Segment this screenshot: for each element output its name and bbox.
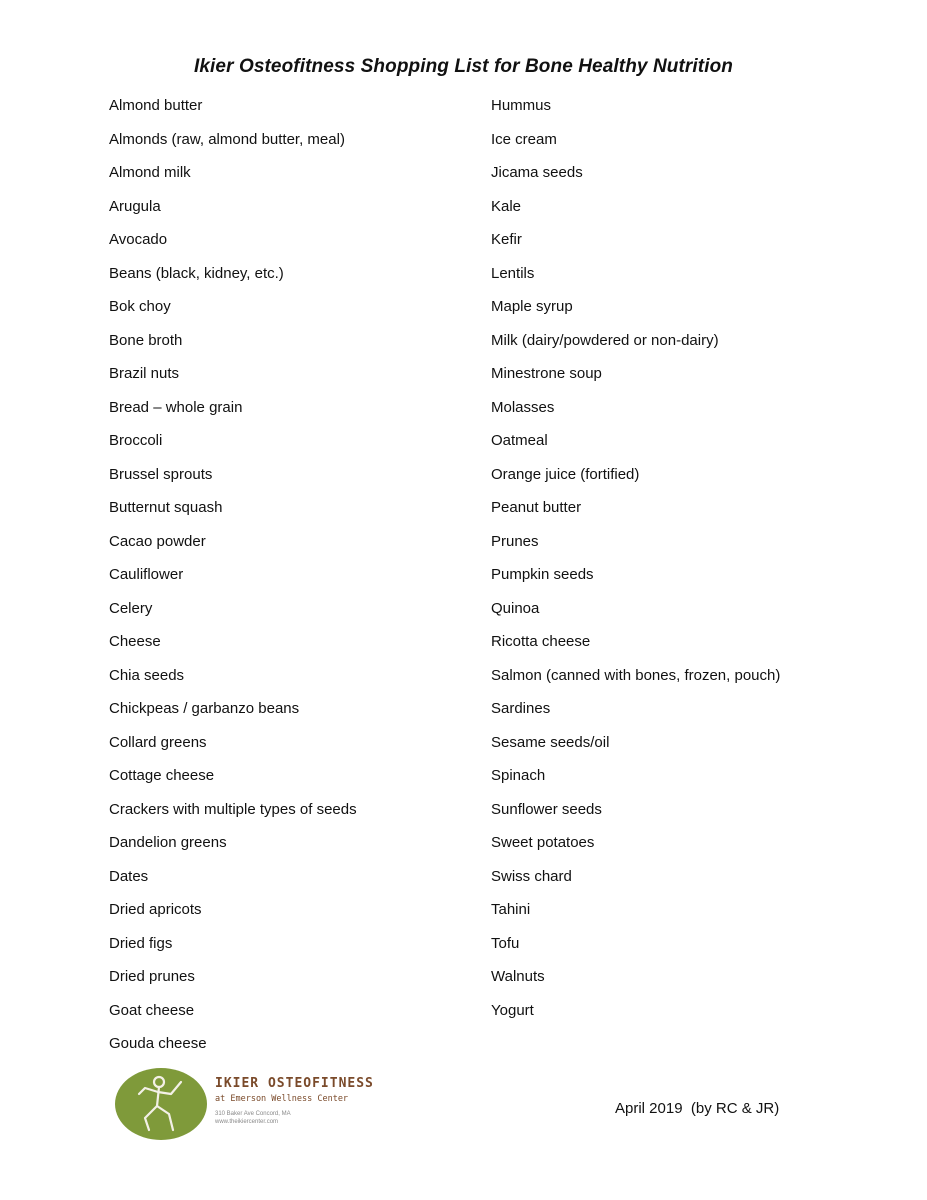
list-item: Almond milk bbox=[109, 164, 191, 181]
list-item: Chia seeds bbox=[109, 666, 185, 684]
list-item: Butternut squash bbox=[109, 499, 223, 516]
list-item: Orange juice (fortified) bbox=[491, 465, 640, 483]
list-item: Quinoa bbox=[491, 599, 540, 617]
footer-date: April 2019 (by RC & JR) bbox=[615, 1100, 780, 1117]
list-item: Dried apricots bbox=[109, 901, 202, 918]
list-item: Molasses bbox=[491, 398, 555, 416]
page-title: Ikier Osteofitness Shopping List for Bone Healthy Nutrition bbox=[194, 56, 733, 77]
list-item: Beans (black, kidney, etc.) bbox=[109, 264, 284, 282]
list-item: Ice cream bbox=[491, 130, 557, 148]
list-item: Arugula bbox=[109, 197, 161, 215]
logo-website: www.theikiercenter.com bbox=[215, 1119, 279, 1125]
list-item: Lentils bbox=[491, 264, 535, 282]
list-item: Swiss chard bbox=[491, 867, 572, 885]
list-item: Minestrone soup bbox=[491, 365, 602, 382]
logo-circle bbox=[115, 1068, 207, 1140]
list-item: Bread – whole grain bbox=[109, 398, 243, 416]
list-item: Goat cheese bbox=[109, 1001, 195, 1019]
list-item: Crackers with multiple types of seeds bbox=[109, 800, 357, 818]
list-item: Peanut butter bbox=[491, 499, 582, 516]
list-item: Broccoli bbox=[109, 432, 163, 449]
list-item: Cacao powder bbox=[109, 532, 206, 550]
list-item: Collard greens bbox=[109, 733, 207, 751]
list-item: Oatmeal bbox=[491, 432, 548, 449]
shopping-list-right-column bbox=[491, 94, 780, 1032]
list-item: Cheese bbox=[109, 633, 161, 650]
running-figure-icon bbox=[115, 1068, 207, 1140]
list-item: Celery bbox=[109, 599, 153, 617]
list-item: Prunes bbox=[491, 532, 539, 550]
list-item: Cottage cheese bbox=[109, 767, 215, 784]
logo-name: IKIER OSTEOFITNESS bbox=[215, 1076, 374, 1091]
list-item: Sardines bbox=[491, 700, 551, 717]
list-item: Brussel sprouts bbox=[109, 465, 213, 483]
list-item: Spinach bbox=[491, 767, 546, 784]
list-item: Dates bbox=[109, 867, 149, 885]
list-item: Almonds (raw, almond butter, meal) bbox=[109, 130, 345, 148]
list-item: Jicama seeds bbox=[491, 164, 583, 181]
list-item: Almond butter bbox=[109, 97, 203, 114]
list-item: Hummus bbox=[491, 97, 552, 114]
ikier-osteofitness-logo bbox=[115, 1068, 415, 1140]
list-item: Pumpkin seeds bbox=[491, 566, 594, 583]
shopping-list-left-column bbox=[109, 94, 357, 1066]
list-item: Dandelion greens bbox=[109, 834, 227, 851]
list-item: Maple syrup bbox=[491, 298, 573, 315]
list-item: Avocado bbox=[109, 231, 168, 248]
logo-address: 310 Baker Ave Concord, MA bbox=[215, 1111, 291, 1117]
list-item: Dried figs bbox=[109, 934, 173, 952]
list-item: Sunflower seeds bbox=[491, 800, 602, 818]
list-item: Kale bbox=[491, 197, 522, 215]
list-item: Bok choy bbox=[109, 298, 171, 315]
list-item: Milk (dairy/powdered or non-dairy) bbox=[491, 331, 719, 349]
list-item: Ricotta cheese bbox=[491, 633, 591, 650]
list-item: Yogurt bbox=[491, 1001, 534, 1019]
list-item: Sesame seeds/oil bbox=[491, 733, 610, 751]
logo-subtitle: at Emerson Wellness Center bbox=[215, 1094, 349, 1104]
list-item: Kefir bbox=[491, 231, 522, 248]
list-item: Chickpeas / garbanzo beans bbox=[109, 700, 300, 717]
list-item: Sweet potatoes bbox=[491, 834, 595, 851]
list-item: Dried prunes bbox=[109, 968, 195, 985]
list-item: Tahini bbox=[491, 901, 531, 918]
list-item: Walnuts bbox=[491, 968, 545, 985]
list-item: Bone broth bbox=[109, 331, 183, 349]
list-item: Brazil nuts bbox=[109, 365, 180, 382]
list-item: Salmon (canned with bones, frozen, pouch) bbox=[491, 666, 781, 684]
list-item: Gouda cheese bbox=[109, 1035, 207, 1052]
list-item: Cauliflower bbox=[109, 566, 184, 583]
list-item: Tofu bbox=[491, 934, 520, 952]
